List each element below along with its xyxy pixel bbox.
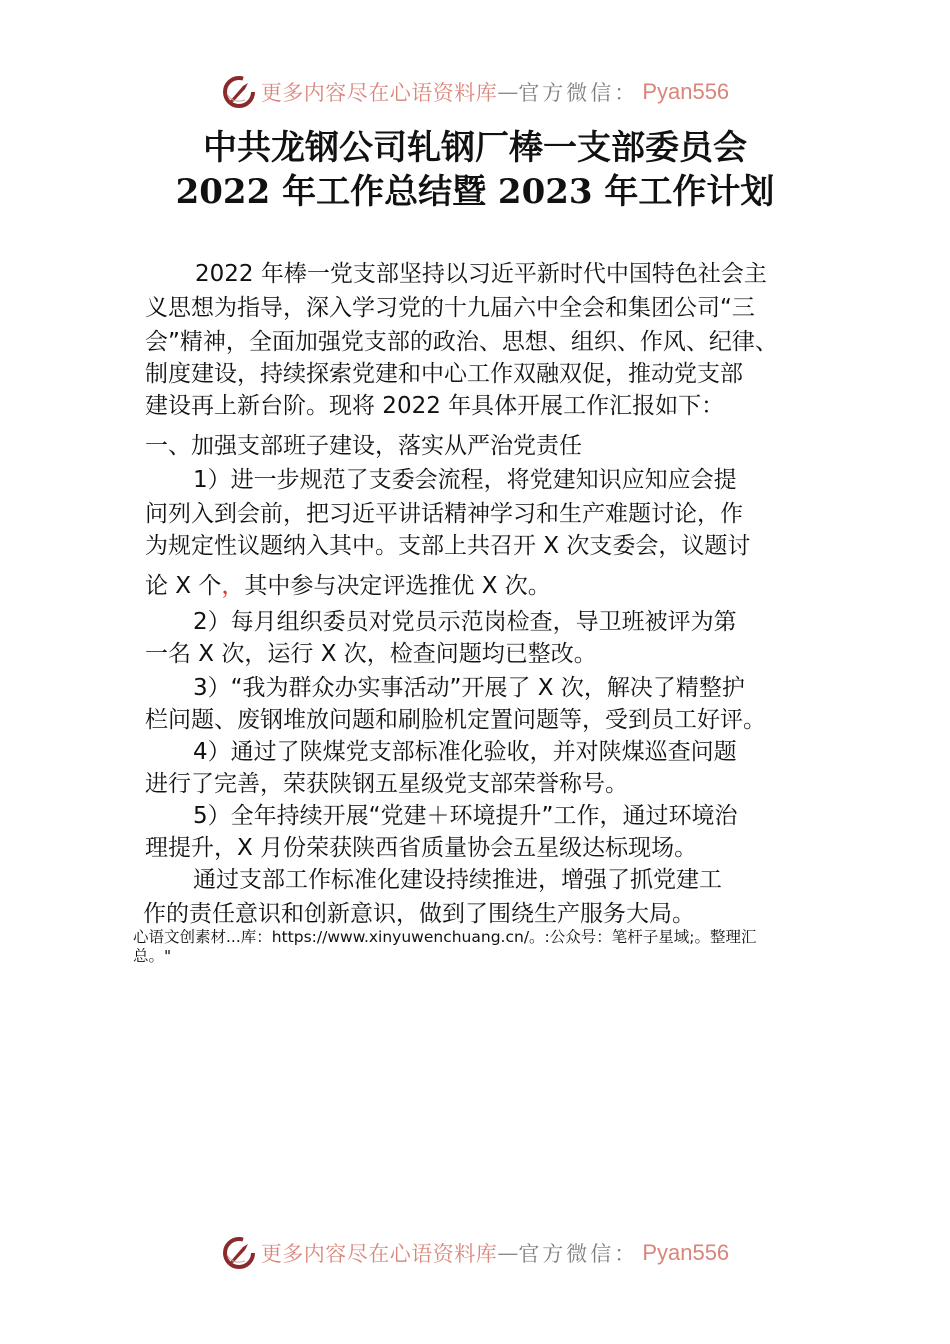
banner-dash: — [497, 80, 519, 104]
summary-line: 通过支部工作标准化建设持续推进，增强了抓党建工 [193, 867, 722, 893]
wechat-id: Pyan556 [642, 1240, 730, 1265]
document-title-line-1: 中共龙钢公司轧钢厂棒一支部委员会 [203, 128, 747, 168]
banner-dash: — [497, 1241, 519, 1265]
item-5-line: 理提升，X 月份荣获陕西省质量协会五星级达标现场。 [145, 835, 698, 861]
item-1-line: 1）进一步规范了支委会流程，将党建知识应知应会提 [193, 467, 737, 493]
intro-line: 义思想为指导，深入学习党的十九届六中全会和集团公司“三 [145, 295, 755, 321]
intro-line: 制度建设，持续探索党建和中心工作双融双促，推动党支部 [145, 361, 743, 387]
item-3-line: 3）“我为群众办实事活动”开展了 X 次，解决了精整护 [193, 675, 745, 701]
item-2-line: 2）每月组织委员对党员示范岗检查，导卫班被评为第 [193, 609, 737, 635]
footnote-line: 心语文创素材...库：https://www.xinyuwenchuang.cn/。:公众号：笔杆子星域;。整理汇 [133, 928, 757, 946]
top-watermark-banner [0, 72, 950, 112]
quill-pen-circle-icon [221, 1235, 257, 1271]
wechat-label: 官方微信： [518, 1242, 639, 1266]
library-promo-text: 更多内容尽在心语资料库 [260, 81, 498, 105]
bottom-watermark-banner [0, 1233, 950, 1273]
intro-line: 会”精神，全面加强党支部的政治、思想、组织、作风、纪律、 [145, 329, 778, 355]
item-2-line: 一名 X 次，运行 X 次，检查问题均已整改。 [145, 641, 597, 667]
intro-line: 2022 年棒一党支部坚持以习近平新时代中国特色社会主 [195, 261, 767, 287]
item-3-line: 栏问题、废钢堆放问题和刷脸机定置问题等，受到员工好评。 [145, 707, 766, 733]
intro-line: 建设再上新台阶。现将 2022 年具体开展工作汇报如下： [145, 393, 725, 419]
source-footnote [133, 928, 833, 966]
item-1-last-part-a: 论 X 个 [145, 573, 222, 599]
item-4-line: 进行了完善，荣获陕钢五星级党支部荣誉称号。 [145, 771, 628, 797]
library-promo-text: 更多内容尽在心语资料库 [260, 1242, 498, 1266]
wechat-label: 官方微信： [518, 81, 639, 105]
item-4-line: 4）通过了陕煤党支部标准化验收，并对陕煤巡查问题 [193, 739, 737, 765]
quill-pen-circle-icon [221, 74, 257, 110]
summary-line: 作的责任意识和创新意识，做到了围绕生产服务大局。 [143, 901, 695, 927]
item-1-last-part-b: 其中参与决定评选推优 X 次。 [244, 573, 551, 599]
item-1-line [145, 570, 551, 602]
red-comma: ， [221, 573, 245, 599]
item-5-line: 5）全年持续开展“党建＋环境提升”工作，通过环境治 [193, 803, 738, 829]
section-heading: 一、加强支部班子建设，落实从严治党责任 [145, 433, 582, 459]
wechat-id: Pyan556 [642, 79, 730, 104]
document-title-line-2: 2022 年工作总结暨 2023 年工作计划 [175, 172, 775, 212]
footnote-line: 总。" [133, 947, 172, 965]
item-1-line: 问列入到会前，把习近平讲话精神学习和生产难题讨论，作 [145, 501, 743, 527]
item-1-line: 为规定性议题纳入其中。支部上共召开 X 次支委会，议题讨 [145, 533, 751, 559]
